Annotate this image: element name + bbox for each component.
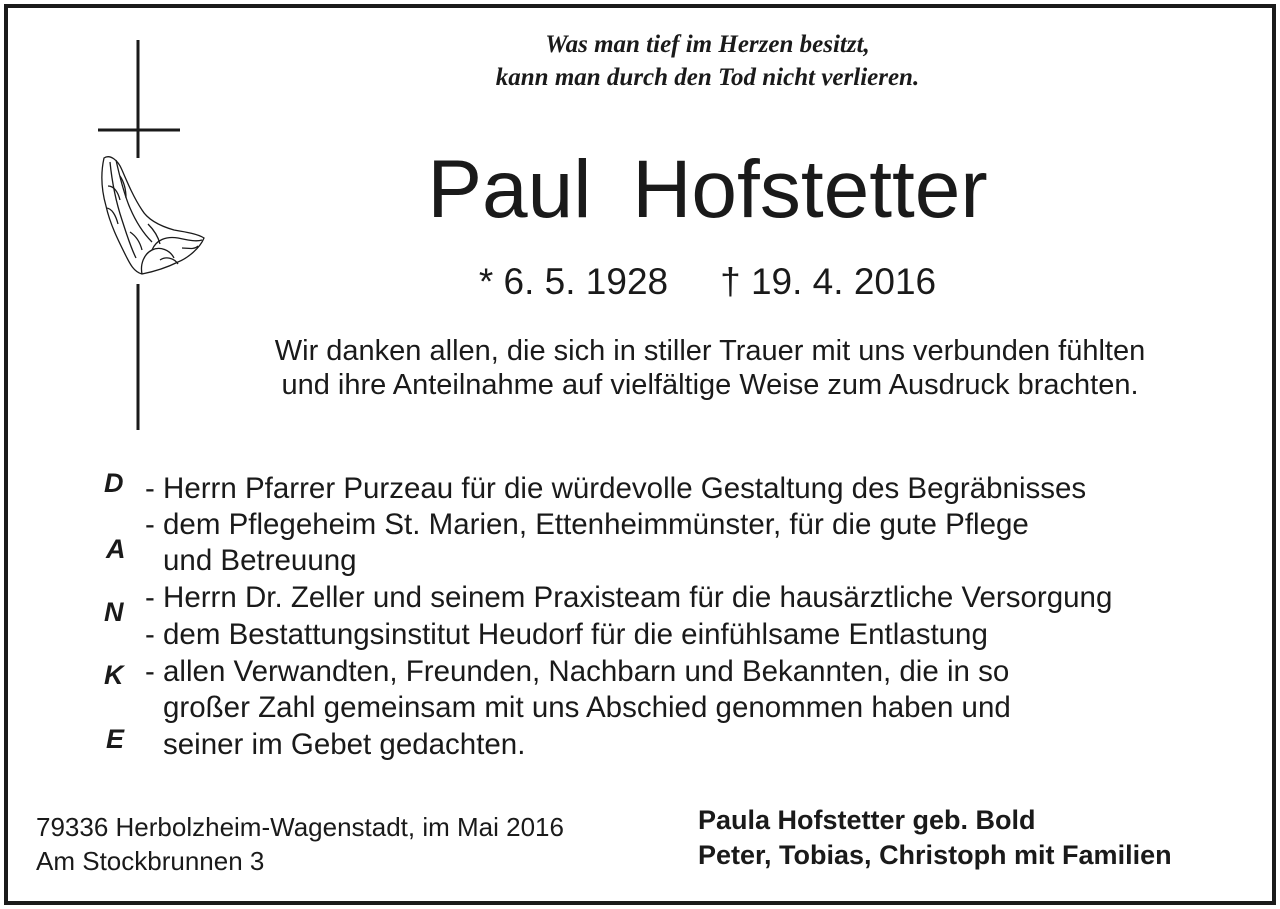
quote-line-1: Was man tief im Herzen besitzt,: [545, 31, 870, 58]
family-line-2: Peter, Tobias, Christoph mit Familien: [698, 840, 1172, 870]
thanks-paragraph: [190, 334, 1230, 402]
deceased-name: Paul Hofstetter: [427, 144, 988, 235]
danke-letter: N: [104, 597, 124, 627]
birth-date: * 6. 5. 1928: [478, 261, 669, 302]
thanks-list-item: - Herrn Pfarrer Purzeau für die würdevolle Gestaltung des Begräbnisses: [145, 472, 1087, 505]
danke-letter: E: [106, 724, 125, 754]
street-address: Am Stockbrunnen 3: [36, 846, 265, 876]
quote-line-2: kann man durch den Tod nicht verlieren.: [495, 64, 920, 91]
life-dates: [300, 260, 1115, 304]
praying-hands-icon: [102, 157, 204, 274]
danke-letter: K: [104, 660, 124, 690]
thanks-list-item-continued: großer Zahl gemeinsam mit uns Abschied genommen haben und: [163, 691, 1011, 724]
thanks-line-1: Wir danken allen, die sich in stiller Trauer mit uns verbunden fühlten: [274, 335, 1146, 367]
family-signature: [698, 803, 1172, 873]
thanks-list-item: - allen Verwandten, Freunden, Nachbarn und Bekannten, die in so: [145, 655, 1010, 688]
sender-address: [36, 810, 564, 878]
death-date: † 19. 4. 2016: [720, 261, 937, 302]
thanks-list-item-continued: seiner im Gebet gedachten.: [163, 728, 526, 761]
thanks-list-item: - dem Bestattungsinstitut Heudorf für die einfühlsame Entlastung: [145, 618, 988, 651]
danke-letter: D: [104, 468, 124, 498]
thanks-line-2: und ihre Anteilnahme auf vielfältige Weise zum Ausdruck brachten.: [281, 369, 1139, 401]
thanks-list-item-continued: und Betreuung: [163, 544, 357, 577]
thanks-list-item: - Herrn Dr. Zeller und seinem Praxisteam für die hausärztliche Versorgung: [145, 581, 1113, 614]
memorial-quote: [300, 28, 1115, 94]
thanks-list-item: - dem Pflegeheim St. Marien, Ettenheimmünster, für die gute Pflege: [145, 508, 1029, 541]
family-line-1: Paula Hofstetter geb. Bold: [698, 805, 1036, 835]
danke-letter: A: [106, 534, 126, 564]
place-and-date: 79336 Herbolzheim-Wagenstadt, im Mai 2016: [36, 812, 564, 842]
